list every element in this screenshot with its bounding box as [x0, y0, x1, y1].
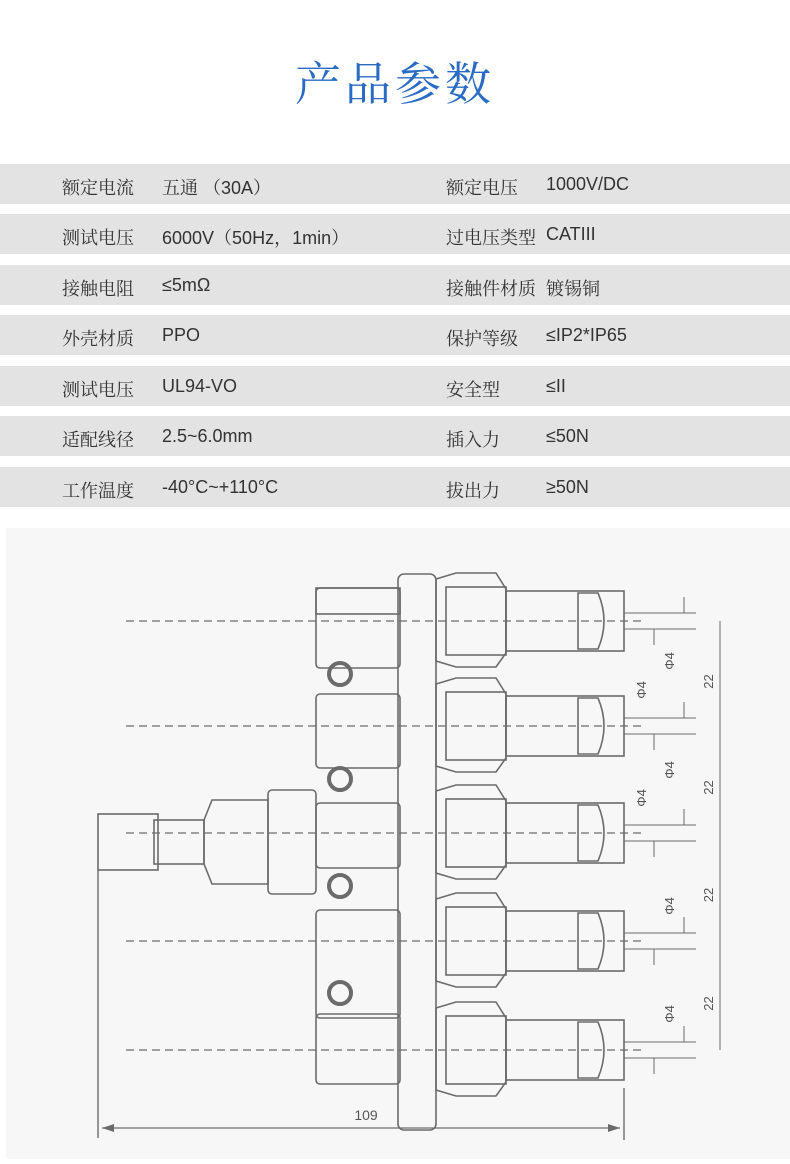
spec-row	[0, 164, 790, 204]
spec-row	[0, 467, 790, 507]
ring-marker	[329, 663, 351, 685]
pin-diameter-label: Φ4	[662, 761, 677, 779]
pitch-dim-label: 22	[701, 780, 716, 795]
spec-row	[0, 214, 790, 254]
pin-diameter-label: Φ4	[634, 681, 649, 699]
ring-marker	[329, 768, 351, 790]
spec-value: CATIII	[546, 224, 596, 244]
input-cable-end	[98, 814, 158, 870]
spec-row	[0, 366, 790, 406]
spec-row	[0, 416, 790, 456]
spec-row	[0, 265, 790, 305]
spec-value: 2.5~6.0mm	[162, 426, 253, 446]
spec-value: ≤5mΩ	[162, 275, 211, 295]
housing-cap	[316, 588, 400, 614]
spec-label: 过电压类型	[446, 228, 536, 248]
pitch-dim-label: 22	[701, 996, 716, 1011]
pin-diameter-label: Φ4	[662, 1005, 677, 1023]
spec-label: 额定电压	[446, 178, 518, 198]
spec-label: 额定电流	[62, 178, 134, 198]
housing-block	[316, 588, 400, 668]
pin-diameter-label: Φ4	[634, 789, 649, 807]
length-arrow-left	[102, 1124, 114, 1132]
spec-row	[0, 315, 790, 355]
spec-label: 拔出力	[446, 481, 500, 501]
housing-block	[316, 803, 400, 868]
page-title: 产品参数	[295, 57, 495, 111]
housing-block	[316, 694, 400, 768]
spec-value: ≥50N	[546, 477, 589, 497]
input-sleeve	[154, 820, 204, 864]
spec-value: ≤50N	[546, 426, 589, 446]
spec-value: PPO	[162, 325, 201, 345]
pitch-dim-label: 22	[701, 887, 716, 903]
connector-drawing-svg	[6, 528, 790, 1159]
spec-value: 镀锡铜	[546, 279, 600, 299]
spec-value: ≤II	[546, 376, 566, 396]
spec-label: 接触件材质	[446, 279, 536, 299]
center-bar	[398, 574, 436, 1130]
spec-value: 五通 （30A）	[162, 178, 272, 198]
spec-value: 1000V/DC	[546, 174, 630, 194]
spec-value: UL94-VO	[162, 376, 238, 396]
spec-label: 适配线径	[62, 430, 134, 450]
length-arrow-right	[608, 1124, 620, 1132]
spec-value: ≤IP2*IP65	[546, 325, 627, 345]
spec-label: 测试电压	[62, 228, 134, 248]
ring-marker	[329, 982, 351, 1004]
housing-block	[316, 910, 400, 1018]
spec-label: 保护等级	[446, 329, 518, 349]
spec-label: 安全型	[446, 380, 500, 400]
input-nut	[204, 800, 268, 884]
spec-value: -40°C~+110°C	[162, 477, 279, 497]
technical-drawing	[6, 528, 790, 1159]
input-body	[268, 790, 316, 894]
spec-label: 外壳材质	[62, 329, 134, 349]
pitch-dim-label: 22	[701, 674, 716, 689]
spec-value: 6000V（50Hz，1min）	[162, 228, 350, 248]
spec-label: 工作温度	[62, 481, 134, 501]
spec-label: 插入力	[446, 430, 500, 450]
housing-block	[316, 1014, 400, 1084]
spec-label: 测试电压	[62, 380, 134, 400]
pin-diameter-label: Φ4	[662, 652, 677, 670]
ring-marker	[329, 875, 351, 897]
length-dim-label: 109	[354, 1107, 378, 1123]
spec-label: 接触电阻	[62, 279, 134, 299]
pin-diameter-label: Φ4	[662, 897, 677, 915]
